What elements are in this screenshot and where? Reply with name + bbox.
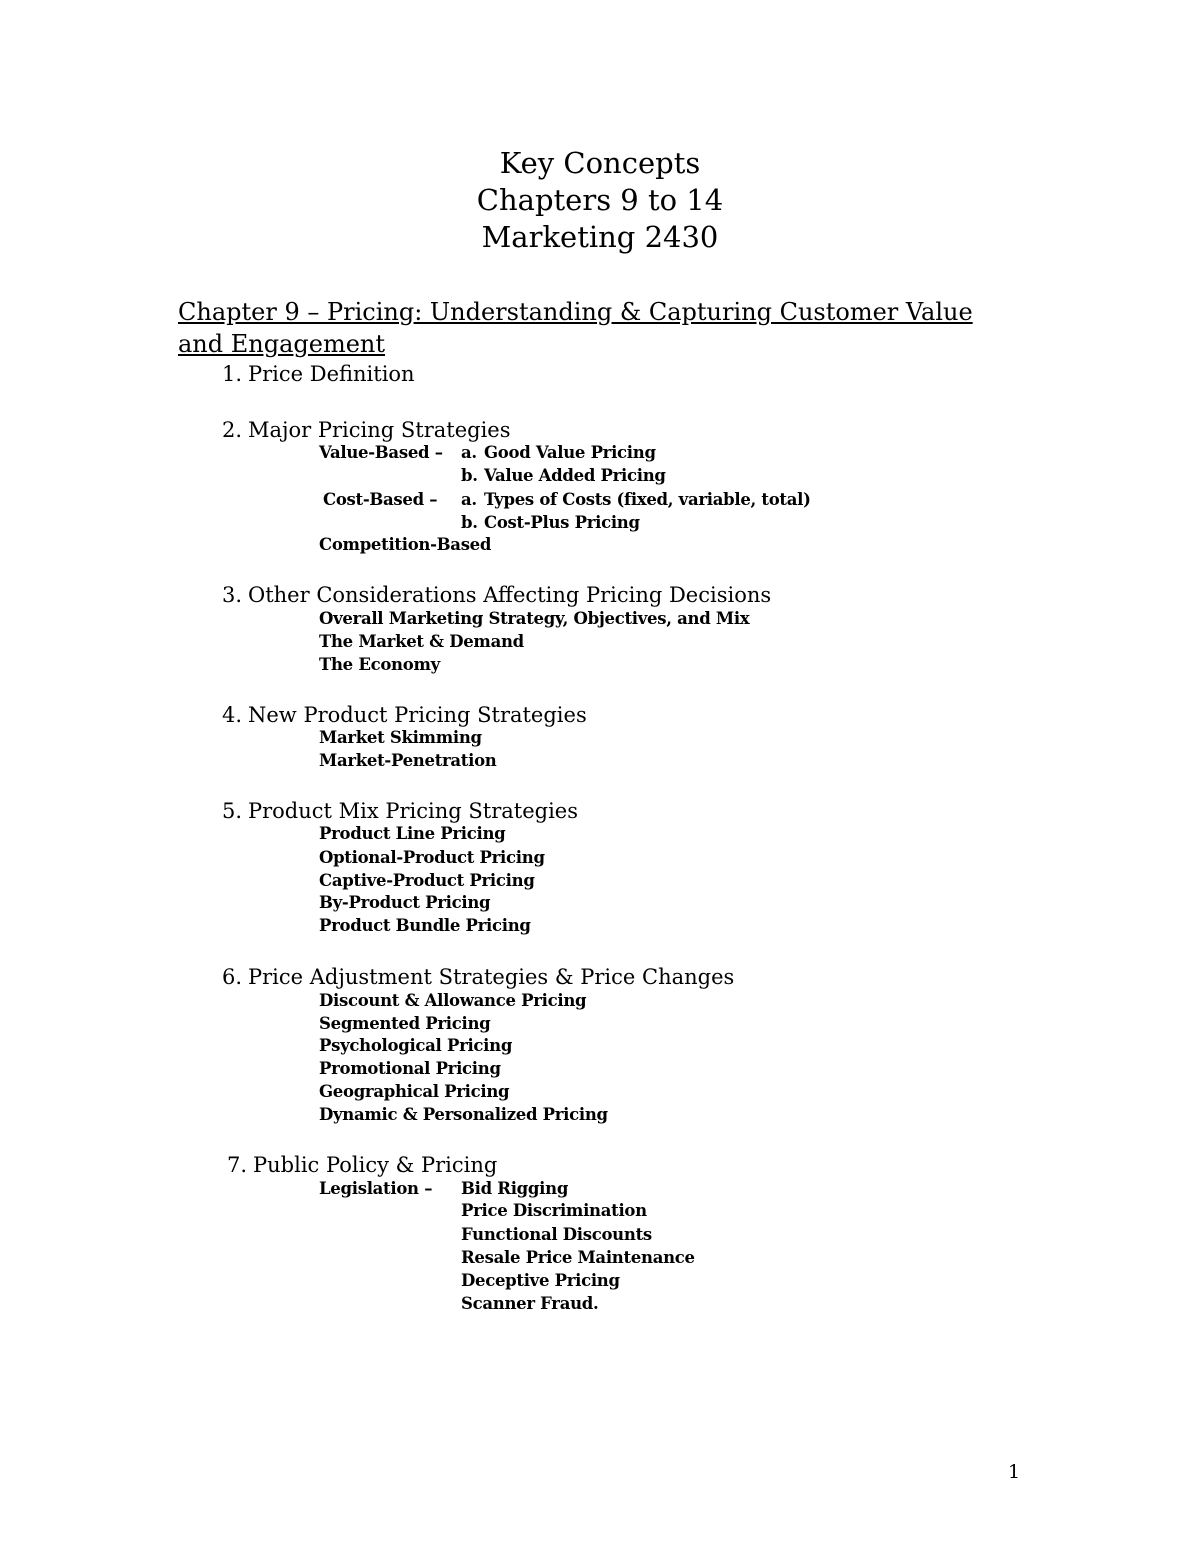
section-title: Price Definition [248, 362, 415, 386]
list-item: Geographical Pricing [319, 1082, 510, 1101]
list-item: Scanner Fraud. [461, 1294, 599, 1313]
list-item: Captive-Product Pricing [319, 871, 535, 890]
list-item: By-Product Pricing [319, 893, 491, 912]
list-item: Value Added Pricing [484, 466, 666, 485]
list-item: Discount & Allowance Pricing [319, 991, 587, 1010]
doc-title: Key Concepts [499, 146, 701, 180]
list-item: Functional Discounts [461, 1225, 652, 1244]
section-number: 6. [221, 965, 242, 989]
doc-subtitle-course: Marketing 2430 [481, 220, 719, 254]
list-letter: b. [461, 466, 478, 485]
list-item: Good Value Pricing [484, 443, 656, 462]
list-item: Types of Costs (fixed, variable, total) [484, 490, 811, 509]
section-number: 3. [221, 583, 242, 607]
section-title: New Product Pricing Strategies [248, 703, 587, 727]
list-letter: a. [461, 443, 477, 462]
value-based-label: Value-Based – [319, 443, 443, 462]
list-item: Promotional Pricing [319, 1059, 501, 1078]
section-number: 1. [221, 362, 242, 386]
list-item: Product Bundle Pricing [319, 916, 531, 935]
list-item: Product Line Pricing [319, 824, 506, 843]
list-item: Cost-Plus Pricing [484, 513, 640, 532]
section-title: Other Considerations Affecting Pricing Decisions [248, 583, 772, 607]
doc-subtitle-chapters: Chapters 9 to 14 [476, 183, 724, 217]
section-title: Public Policy & Pricing [253, 1153, 498, 1177]
list-item: Market Skimming [319, 728, 482, 747]
section-title: Major Pricing Strategies [248, 418, 511, 442]
competition-based-label: Competition-Based [319, 535, 492, 554]
list-item: Psychological Pricing [319, 1036, 513, 1055]
section-number: 4. [221, 703, 242, 727]
cost-based-label: Cost-Based – [323, 490, 438, 509]
list-item: Price Discrimination [461, 1201, 647, 1220]
section-number: 5. [221, 799, 242, 823]
section-title: Product Mix Pricing Strategies [248, 799, 579, 823]
section-number: 2. [221, 418, 242, 442]
section-title: Price Adjustment Strategies & Price Changes [248, 965, 735, 989]
list-item: Resale Price Maintenance [461, 1248, 695, 1267]
list-item: Segmented Pricing [319, 1014, 491, 1033]
list-letter: a. [461, 490, 477, 509]
list-item: Optional-Product Pricing [319, 848, 545, 867]
chapter-heading: Chapter 9 – Pricing: Understanding & Capturing Customer Value and Engagement [178, 298, 973, 358]
page-number: 1 [1008, 1461, 1021, 1483]
list-item: Overall Marketing Strategy, Objectives, and Mix [319, 609, 750, 628]
list-item: Bid Rigging [461, 1179, 569, 1198]
list-item: The Market & Demand [319, 632, 524, 651]
section-number: 7. [226, 1153, 247, 1177]
list-item: The Economy [319, 655, 440, 674]
list-item: Deceptive Pricing [461, 1271, 620, 1290]
legislation-label: Legislation – [319, 1179, 433, 1198]
list-item: Dynamic & Personalized Pricing [319, 1105, 608, 1124]
list-letter: b. [461, 513, 478, 532]
list-item: Market-Penetration [319, 751, 497, 770]
